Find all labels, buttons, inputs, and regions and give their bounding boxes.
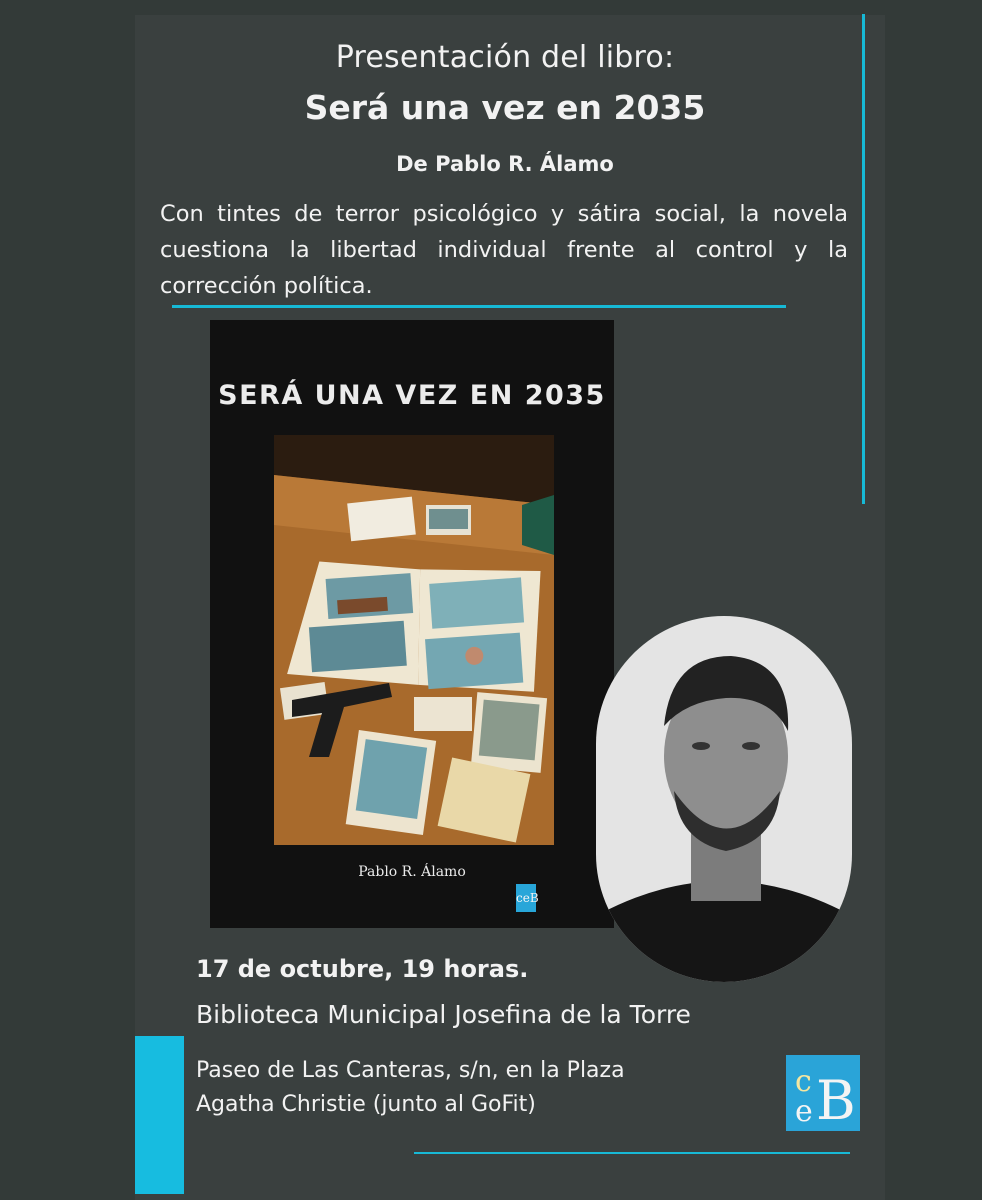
svg-text:c: c [795,1064,812,1099]
cover-author: Pablo R. Álamo [358,864,466,880]
event-address [196,1054,776,1122]
cover-illustration [274,435,554,845]
event-venue: Biblioteca Municipal Josefina de la Torre [196,1000,691,1029]
accent-block [135,1036,184,1194]
accent-line-top [172,305,786,308]
ceb-logo-mark [786,1055,860,1131]
address-line-2: Agatha Christie (junto al GoFit) [196,1092,536,1117]
intro-heading: Presentación del libro: [335,40,675,75]
accent-line-bottom [414,1152,850,1154]
cover-title: SERÁ UNA VEZ EN 2035 [218,380,606,411]
author-line: De Pablo R. Álamo [396,152,614,176]
svg-text:B: B [816,1069,856,1131]
svg-text:e: e [795,1094,813,1129]
book-title: Será una vez en 2035 [304,88,706,127]
cover-publisher-logo: ceB [516,884,536,912]
ceb-logo [786,1055,860,1131]
synopsis: Con tintes de terror psicológico y sátira social, la novela cuestiona la libertad individual frente al control y la corrección política. [160,201,848,299]
address-line-1: Paseo de Las Canteras, s/n, en la Plaza [196,1058,625,1083]
author-portrait [596,616,852,982]
event-date-time: 17 de octubre, 19 horas. [196,955,529,983]
accent-line-vertical [862,14,865,504]
book-cover [210,320,614,928]
